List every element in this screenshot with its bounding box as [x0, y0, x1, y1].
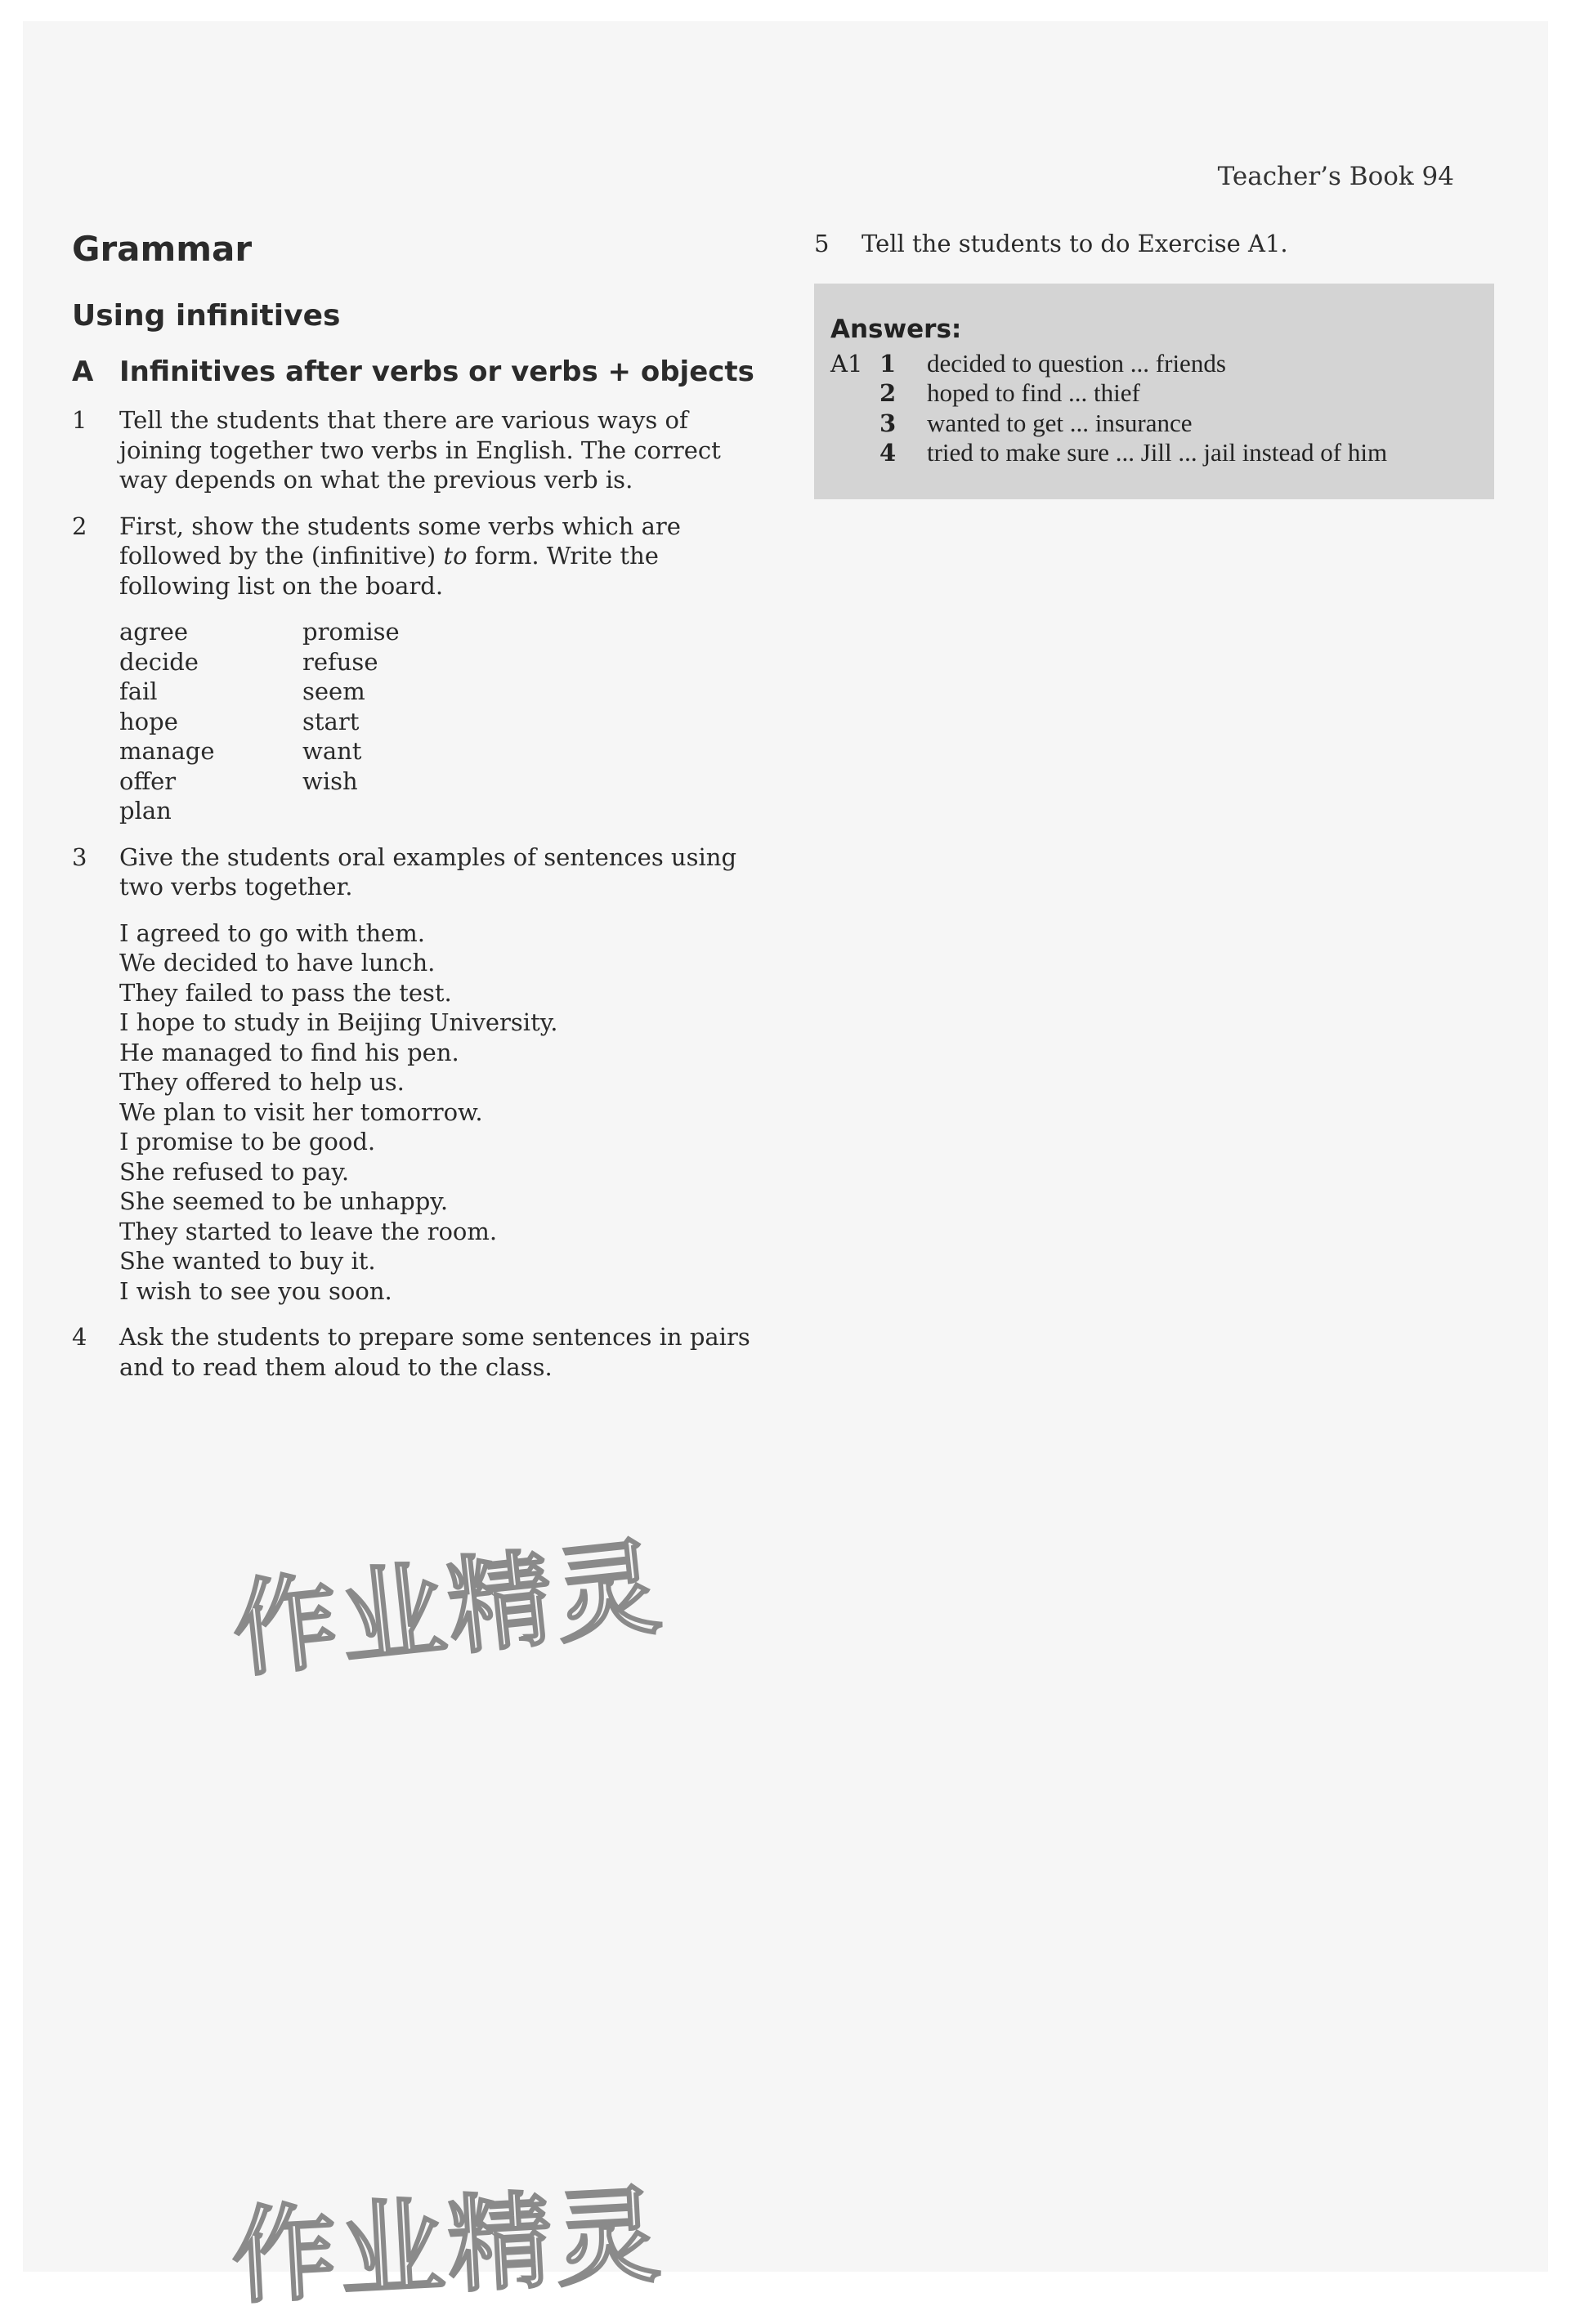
page: [23, 21, 1548, 2319]
item-text: Ask the students to prepare some sentences in pairs and to read them aloud to the class.: [119, 1323, 750, 1381]
verb: start: [302, 707, 360, 735]
example-sentence: He managed to find his pen.: [119, 1038, 459, 1066]
section-title: Infinitives after verbs or verbs + objects: [119, 355, 754, 388]
list-item: [72, 512, 775, 601]
example-sentence: I hope to study in Beijing University.: [119, 1008, 558, 1036]
answer-text: decided to question ... friends: [927, 348, 1226, 378]
example-sentences: [119, 918, 775, 1307]
item-text: Tell the students to do Exercise A1.: [862, 230, 1288, 257]
watermark: 作业精灵: [226, 1526, 669, 1693]
item-number: 3: [72, 842, 87, 871]
verb: decide: [119, 647, 199, 676]
watermark: 作业精灵: [229, 2174, 667, 2319]
verb: fail: [119, 677, 158, 705]
answer-text: hoped to find ... thief: [927, 378, 1140, 407]
item-text: First, show the students some verbs which are followed by the (infinitive) to form. Write the following list on the board.: [119, 512, 681, 600]
verb: want: [302, 737, 362, 765]
item-number: 4: [72, 1323, 87, 1351]
example-sentence: I agreed to go with them.: [119, 918, 425, 947]
verb: offer: [119, 766, 177, 795]
item-number: 1: [72, 406, 87, 434]
list-item: [72, 842, 775, 902]
section-heading: Grammar: [72, 229, 253, 269]
verb-list: [119, 617, 775, 826]
verb: manage: [119, 737, 215, 765]
section-a-title: [72, 353, 775, 391]
answer-row: [830, 438, 1476, 468]
answer-row: [830, 378, 1476, 409]
item-number: 2: [72, 512, 87, 540]
item-text: Tell the students that there are various ways of joining together two verbs in English. The correct way depends on what the previous verb is.: [119, 406, 721, 494]
example-sentence: I wish to see you soon.: [119, 1276, 392, 1305]
answer-number: 1: [879, 349, 897, 378]
example-sentence: She seemed to be unhappy.: [119, 1187, 449, 1215]
verb: refuse: [302, 647, 378, 676]
subheading: Using infinitives: [72, 299, 341, 333]
verb: promise: [302, 618, 400, 646]
running-head: Teacher’s Book 94: [1217, 162, 1454, 191]
verb: plan: [119, 797, 172, 825]
verb: seem: [302, 677, 365, 705]
answer-number: 2: [879, 379, 897, 407]
italic-to: to: [443, 542, 468, 570]
answers-title: Answers:: [830, 314, 962, 344]
answer-number: 4: [879, 439, 897, 467]
exercise-label: A1: [830, 349, 863, 378]
list-item: [814, 229, 1501, 259]
example-sentence: They failed to pass the test.: [119, 978, 452, 1007]
answers-box: [814, 284, 1494, 499]
section-letter: A: [72, 355, 94, 388]
example-sentence: They started to leave the room.: [119, 1217, 498, 1245]
verb: wish: [302, 766, 358, 795]
list-item: [72, 405, 775, 495]
left-column: [72, 226, 775, 1398]
item-text: Give the students oral examples of sentences using two verbs together.: [119, 842, 737, 901]
example-sentence: We plan to visit her tomorrow.: [119, 1097, 483, 1126]
answer-number: 3: [879, 409, 897, 437]
right-column: [814, 226, 1501, 499]
example-sentence: They offered to help us.: [119, 1068, 405, 1096]
example-sentence: We decided to have lunch.: [119, 949, 436, 977]
verb: agree: [119, 618, 189, 646]
answer-text: tried to make sure ... Jill ... jail instead of him: [927, 438, 1388, 467]
answer-row: [830, 349, 1476, 379]
example-sentence: She refused to pay.: [119, 1157, 350, 1186]
list-item: [72, 1322, 775, 1382]
example-sentence: I promise to be good.: [119, 1128, 376, 1155]
answer-row: [830, 409, 1476, 439]
example-sentence: She wanted to buy it.: [119, 1247, 376, 1275]
item-number: 5: [814, 230, 830, 257]
verb: hope: [119, 707, 178, 735]
answer-text: wanted to get ... insurance: [927, 408, 1193, 437]
